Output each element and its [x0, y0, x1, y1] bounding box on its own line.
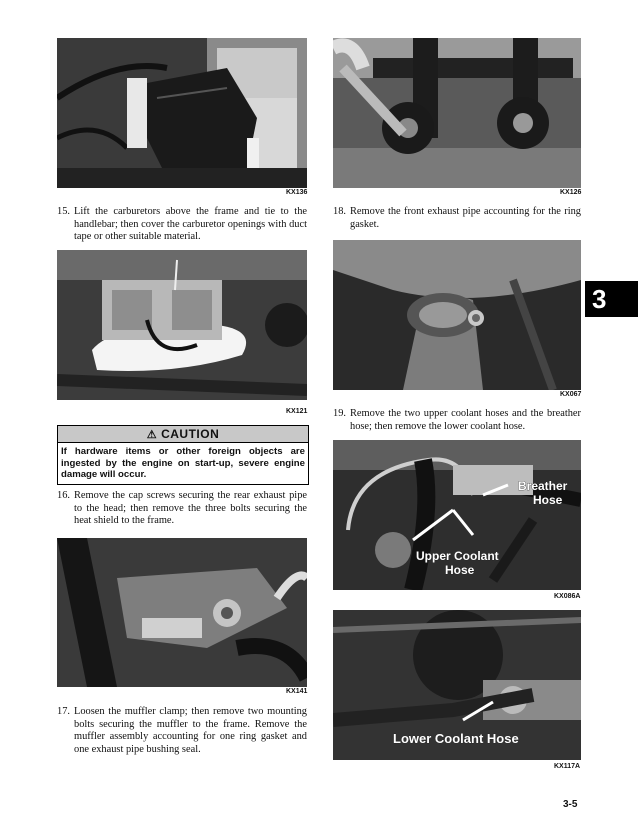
caution-text: If hardware items or other foreign objects are ingested by the engine on start-up, severe engine damage will occur.	[61, 446, 305, 480]
overlay-label-breather-hose: Hose	[533, 493, 563, 507]
step-number: 16.	[57, 490, 70, 501]
overlay-label-upper-coolant-hose: Hose	[445, 563, 475, 577]
step-text: Lift the carburetors above the frame and tie to the handlebar; then cover the carburetor openings with duct tape or other suitable material.	[74, 206, 307, 242]
caution-title: CAUTION	[161, 427, 220, 441]
figure-code: KX067	[560, 391, 582, 398]
warning-triangle-icon: ⚠	[146, 429, 158, 441]
instruction-step-16	[57, 490, 307, 528]
step-text: Remove the front exhaust pipe accounting for the ring gasket.	[350, 206, 581, 230]
instruction-step-18	[333, 206, 581, 231]
photo-lower-coolant-hose	[333, 610, 581, 760]
step-number: 17.	[57, 706, 70, 717]
figure-code: KX117A	[554, 763, 581, 770]
step-text: Loosen the muffler clamp; then remove two mounting bolts securing the muffler to the frame. Remove the muffler assembly accounting for one ring gasket and one exhaust pipe bushing seal.	[74, 706, 307, 755]
overlay-label-upper-coolant: Upper Coolant	[416, 549, 499, 563]
photo-front-exhaust-pipe	[333, 240, 581, 390]
step-number: 19.	[333, 408, 346, 419]
figure-code: KX086A	[554, 593, 581, 600]
photo-exhaust-heat-shield	[57, 538, 307, 687]
photo-coolant-breather-hoses	[333, 440, 581, 590]
instruction-step-17	[57, 706, 307, 756]
caution-box	[57, 425, 309, 485]
page-number: 3-5	[563, 799, 578, 810]
figure-code: KX126	[560, 189, 582, 196]
section-tab: 3	[585, 281, 638, 317]
step-number: 18.	[333, 206, 346, 217]
step-text: Remove the cap screws securing the rear exhaust pipe to the head; then remove the three bolts securing the heat shield to the frame.	[74, 490, 307, 526]
photo-exhaust-bracket	[333, 38, 581, 188]
caution-header	[58, 426, 308, 443]
instruction-step-19	[333, 408, 581, 433]
photo-carburetors-taped	[57, 250, 307, 400]
overlay-label-breather: Breather	[518, 479, 568, 493]
figure-code: KX121	[286, 408, 308, 415]
step-number: 15.	[57, 206, 70, 217]
instruction-step-15	[57, 206, 307, 244]
figure-code: KX141	[286, 688, 308, 695]
step-text: Remove the two upper coolant hoses and the breather hose; then remove the lower coolant hose.	[350, 408, 581, 432]
photo-carburetor-cover	[57, 38, 307, 188]
overlay-label-lower-coolant-hose: Lower Coolant Hose	[393, 731, 519, 746]
figure-code: KX136	[286, 189, 308, 196]
